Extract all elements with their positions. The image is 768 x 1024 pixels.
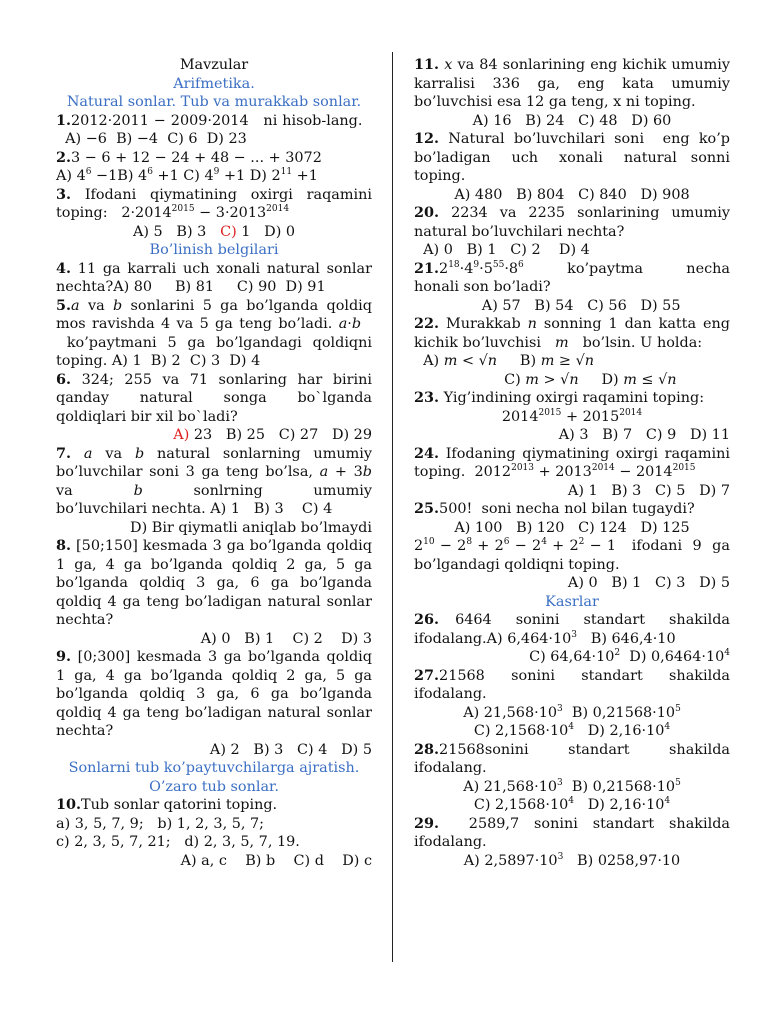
- problem-24-options: A) 1 B) 3 C) 5 D) 7: [567, 482, 730, 499]
- problem-10-options-2: c) 2, 3, 5, 7, 21; d) 2, 3, 5, 7, 19.: [56, 834, 300, 850]
- answer-mark-q6: A): [173, 427, 190, 443]
- problem-3-options: A) 5 B) 3 C) 1 D) 0: [132, 223, 296, 240]
- problem-12-options: A) 480 B) 804 C) 840 D) 908: [454, 186, 690, 203]
- problem-21-options: A) 57 B) 54 C) 56 D) 55: [463, 297, 681, 314]
- problem-10-options-1: a) 3, 5, 7, 9; b) 1, 2, 3, 5, 7;: [56, 815, 265, 832]
- problem-28-options-ab: A) $21,568\cdot 10^3$ B) $0,21568\cdot 10^5$: [463, 777, 681, 795]
- section-prime-factorization: Sonlarni tub ko’paytuvchilarga ajratish. O’zaro tub sonlar.: [68, 760, 360, 795]
- problem-6: 6. 324; 255 va 71 sonlaring har birini qanday natural songa bo`lganda qoldiqlari bir xil bo`ladi?: [56, 370, 372, 425]
- problem-3: 3. Ifodani qiymatining oxirgi raqamini toping: $2\cdot 2014^{2015} - 3\cdot 2013^{2014}$: [56, 185, 372, 221]
- problem-8: 8. [50;150] kesmada 3 ga bo’lganda qoldiq 1 ga, 4 ga bo’lganda qoldiq 2 ga, 5 ga bo’lganda qoldiq 3 ga, 6 ga bo’lganda qoldiq 4 ga teng bo’ladigan natural sonlar nechta?: [56, 537, 372, 628]
- section-natural-numbers: Natural sonlar. Tub va murakkab sonlar.: [66, 94, 362, 110]
- problem-27: 27.21568 sonini standart shakilda ifodalang.: [414, 666, 730, 702]
- problem-23: 23. Yig’indining oxirgi raqamini toping:: [414, 389, 705, 406]
- problem-1: 1.2012·2011 − 2009·2014 ni hisob-lang. A) −6 B) −4 C) 6 D) 23: [56, 111, 372, 147]
- problem-6-options: A) 23 B) 25 C) 27 D) 29: [173, 427, 372, 443]
- section-fractions: Kasrlar: [545, 593, 599, 610]
- problem-11: 11. x va 84 sonlarining eng kichik umumiy karralisi 336 ga, eng kata umumiy bo’luvchisi esa 12 ga teng, x ni toping.: [414, 56, 730, 110]
- page-title: Mavzular: [179, 57, 249, 73]
- problem-23-expression: $2014^{2015} + 2015^{2014}$: [501, 407, 643, 425]
- problem-26-options: C) $64,64\cdot 10^2$ D) $0,6464\cdot 10^4$: [529, 648, 730, 665]
- problem-10: 10.Tub sonlar qatorini toping.: [56, 796, 278, 813]
- problem-9: 9. [0;300] kesmada 3 ga bo’lganda qoldiq 1 ga, 4 ga bo’lganda qoldiq 2 ga, 5 ga bo’lganda qoldiq 3 ga, 6 ga bo’lganda qoldiq 4 ga teng bo’ladigan natural sonlar nechta?: [56, 648, 372, 739]
- section-divisibility: Bo’linish belgilari: [149, 242, 279, 258]
- problem-9-options: A) 2 B) 3 C) 4 D) 5: [209, 741, 372, 758]
- problem-20-options: A) 0 B) 1 C) 2 D) 4: [414, 242, 590, 258]
- problem-25b-options: A) 0 B) 1 C) 3 D) 5: [567, 575, 730, 591]
- problem-25b: $2^{10} - 2^8 + 2^6 - 2^4 + 2^2 - 1$ ifodani 9 ga bo’lgandagi qoldiqni toping.: [414, 537, 730, 573]
- problem-27-options-ab: A) $21,568\cdot 10^3$ B) $0,21568\cdot 10^5$: [463, 703, 681, 721]
- problem-7: 7. a va b natural sonlarning umumiy bo’luvchilar soni 3 ga teng bo’lsa, a + 3b va b sonlrning umumiy bo’luvchilari nechta. A) 1 B) 3 C) 4: [56, 444, 372, 517]
- problem-24: 24. Ifodaning qiymatining oxirgi raqamini toping. $2012^{2013} + 2013^{2014} - 2014^{2015}$: [414, 444, 730, 480]
- problem-25: 25.500! soni necha nol bilan tugaydi?: [414, 500, 695, 517]
- problem-28: 28.21568sonini standart shakilda ifodalang.: [414, 740, 730, 776]
- problem-2-options: A) $4^6 -1B$) $4^6 +1$ C) $4^9 +1$ D) $2^{11} +1$: [56, 167, 318, 184]
- problem-12: 12. Natural bo’luvchilari soni eng ko’p bo’ladigan uch xonali natural sonni toping.: [414, 130, 730, 184]
- problem-2: 2.3 − 6 + 12 − 24 + 48 − ... + 3072: [56, 148, 322, 166]
- column-divider: [392, 52, 393, 962]
- problem-29-options: A) $2,5897\cdot 10^3$ B) 0258,97·10: [463, 851, 681, 869]
- problem-5: 5.a va b sonlarini 5 ga bo’lganda qoldiq mos ravishda 4 va 5 ga teng bo’ladi. a·b ko’paytmani 5 ga bo’lgandagi qoldiqni toping. A) 1 B) 2 C) 3 D) 4: [56, 296, 372, 369]
- problem-20: 20. 2234 va 2235 sonlarining umumiy natural bo’luvchilari nechta?: [414, 204, 730, 240]
- problem-27-options-cd: C) $2,1568\cdot 10^4$ D) $2,16\cdot 10^4$: [473, 722, 671, 739]
- problem-22: 22. Murakkab n sonning 1 dan katta eng kichik bo’luvchisi m bo’lsin. U holda: A) m < √n B) m ≥ √n: [414, 315, 730, 369]
- problem-10-answers: A) a, c B) b C) d D) c: [180, 852, 372, 869]
- problem-8-options: A) 0 B) 1 C) 2 D) 3: [200, 630, 372, 647]
- problem-7-option-d: D) Bir qiymatli aniqlab bo’lmaydi: [130, 519, 372, 536]
- section-arithmetic: Arifmetika.: [173, 75, 255, 92]
- problem-28-options-cd: C) $2,1568\cdot 10^4$ D) $2,16\cdot 10^4$: [473, 796, 671, 813]
- answer-mark-q3: C): [220, 223, 237, 240]
- problem-29: 29. 2589,7 sonini standart shakilda ifodalang.: [414, 814, 730, 850]
- problem-26: 26. 6464 sonini standart shakilda ifodalang.A) $6,464\cdot 10^3$ B) 646,4·10: [414, 611, 730, 647]
- left-column: [56, 56, 372, 870]
- problem-11-options: A) 16 B) 24 C) 48 D) 60: [472, 112, 672, 129]
- problem-22-options: C) m > √n D) m ≤ √n: [467, 371, 677, 388]
- problem-4: 4. 11 ga karrali uch xonali natural sonlar nechta?A) 80 B) 81 C) 90 D) 91: [56, 259, 372, 295]
- right-column: [414, 56, 730, 870]
- problem-21: $21.2^{18}\cdot 4^9\cdot 5^{55}\cdot 8^6$ ko’paytma necha honali son bo’ladi?: [414, 259, 730, 295]
- problem-25-options: A) 100 B) 120 C) 124 D) 125: [454, 519, 690, 536]
- problem-23-options: A) 3 B) 7 C) 9 D) 11: [558, 427, 730, 443]
